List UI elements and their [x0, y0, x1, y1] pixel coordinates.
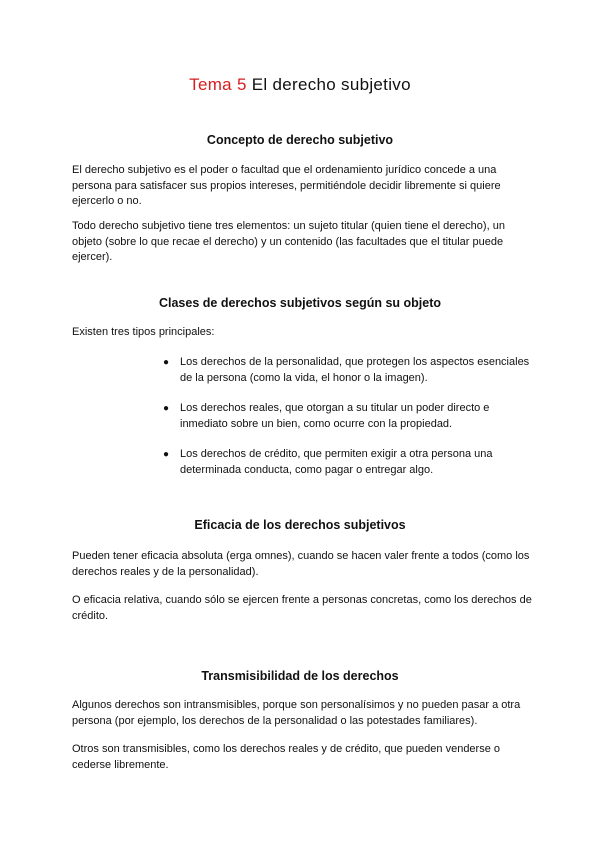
- list-item: [163, 401, 535, 432]
- paragraph-eficacia-relativa: O eficacia relativa, cuando sólo se ejercen frente a personas concretas, como los derechos de crédito.: [72, 594, 532, 622]
- paragraph-intransmisibles: Algunos derechos son intransmisibles, porque son personalísimos y no pueden pasar a otra persona (por ejemplo, los derechos de la personalidad o las potestades familiares).: [72, 699, 521, 727]
- paragraph-eficacia-absoluta: Pueden tener eficacia absoluta (erga omnes), cuando se hacen valer frente a todos (como los derechos reales y de la personalidad).: [72, 550, 530, 578]
- section-heading-transmisibilidad: Transmisibilidad de los derechos: [201, 669, 399, 683]
- paragraph-transmisibles: Otros son transmisibles, como los derechos reales y de crédito, que pueden venderse o cederse libremente.: [72, 743, 501, 771]
- list-item-text: Los derechos de la personalidad, que protegen los aspectos esenciales de la persona (como la vida, el honor o la imagen).: [180, 356, 530, 384]
- section-heading-clases: Clases de derechos subjetivos según su objeto: [158, 296, 442, 310]
- list-clases: [163, 355, 535, 478]
- bullet-icon: ●: [163, 449, 170, 460]
- list-item: [163, 447, 535, 478]
- section-heading-eficacia: Eficacia de los derechos subjetivos: [194, 518, 406, 532]
- title-topic-number: Tema 5: [189, 75, 247, 94]
- paragraph-elementos: Todo derecho subjetivo tiene tres elementos: un sujeto titular (quien tiene el derecho), un objeto (sobre lo que recae el derecho) y un contenido (las facultades que el titular puede ejercer).: [72, 220, 505, 263]
- list-item: [163, 355, 535, 386]
- list-item-text: Los derechos reales, que otorgan a su titular un poder directo e inmediato sobre un bien, como ocurre con la propiedad.: [180, 402, 490, 430]
- paragraph-definicion: El derecho subjetivo es el poder o facultad que el ordenamiento jurídico concede a una persona para satisfacer sus propios intereses, permitiéndole decidir libremente si quiere ejercerlo o no.: [72, 164, 501, 207]
- title-text: El derecho subjetivo: [251, 75, 411, 94]
- section-heading-concepto: Concepto de derecho subjetivo: [206, 133, 394, 147]
- page-title: [0, 74, 600, 96]
- paragraph-intro-clases: Existen tres tipos principales:: [72, 326, 215, 338]
- list-item-text: Los derechos de crédito, que permiten exigir a otra persona una determinada conducta, como pagar o entregar algo.: [180, 448, 493, 476]
- bullet-icon: ●: [163, 357, 170, 368]
- bullet-icon: ●: [163, 403, 170, 414]
